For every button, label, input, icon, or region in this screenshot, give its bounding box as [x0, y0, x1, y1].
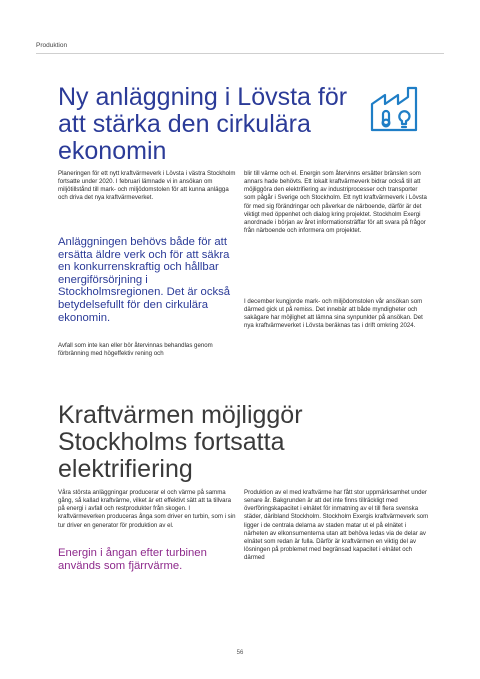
- factory-thermometer-lightbulb-icon: [368, 86, 428, 132]
- article1-intro: [58, 170, 238, 203]
- article2-col2-text: Produktion av el med kraftvärme har fått stor uppmärksamhet under senare år. Bakgrunden är att det inte finns tillräckligt med överföringskapacitet i elnätet för inmatning av el till flera svenska städer, däribland Stockholm. Stockholm Exergis kraftvärmeverk som ligger i de centrala delarna av staden matar ut el på elnätet i närheten av elkonsumenterna utan att behöva ledas via de delar av elnätet som redan är fulla. Därför är kraftvärmen en viktig del av lösningen på problemet med begränsad kapacitet i elnätet och därmed: [244, 489, 429, 562]
- article-title-kraftvarmen: Kraftvärmen möjliggör Stockholms fortsatta elektrifiering: [58, 401, 303, 483]
- article2-pullquote: Energin i ångan efter turbinen används som fjärrvärme.: [58, 547, 207, 572]
- article1-col2-p2-text: I december kungjorde mark- och miljödomstolen vår ansökan som därmed gick ut på remiss. Det innebär att både myndigheter och sakägare har möjlighet att lämna sina synpunkter på ansökan. Det nya kraftvärmeverket i Lövsta beräknas tas i drift omkring 2024.: [244, 298, 423, 330]
- section-label: Produktion: [36, 42, 68, 49]
- article1-col2-paragraph2: [244, 298, 429, 331]
- article2-intro: [58, 489, 238, 530]
- header-rule: [36, 53, 444, 54]
- article1-col1-end: [58, 342, 238, 358]
- article-title-lovsta: Ny anläggning i Lövsta för att stärka den cirkulära ekonomin: [58, 83, 348, 165]
- article2-col2: [244, 489, 429, 562]
- article1-intro-text: Planeringen för ett nytt kraftvärmeverk i Lövsta i västra Stockholm fortsatte under 2020. I februari lämnade vi in ansökan om miljötillstånd till mark- och miljödomstolen för att kunna anlägga och driva det nya kraftvärmeverket.: [58, 170, 236, 202]
- article2-intro-text: Våra största anläggningar producerar el och värme på samma gång, så kallad kraftvärme, vilket är ett effektivt sätt att ta tillvara på energi i avfall och restprodukter från skogen. I kraftvärmeverken produceras ånga som driver en turbin, som i sin tur driver en generator för produktion av el.: [58, 489, 236, 529]
- article1-pullquote: Anläggningen behövs både för att ersätta äldre verk och för att säkra en konkurrenskraftig och hållbar energiförsörjning i Stockholmsregionen. Det är också betydelsefullt för den cirkulära ekonomin.: [58, 236, 231, 324]
- article1-col1-end-text: Avfall som inte kan eller bör återvinnas behandlas genom förbränning med högeffektiv rening och: [58, 342, 213, 358]
- article1-col2-p1-text: blir till värme och el. Energin som återvinns ersätter bränslen som annars hade behövts. Ett lokalt kraftvärmeverk bidrar också till att möjliggöra den elektrifiering av industriprocesser och transporter som pågår i Sverige och Stockholm. Ett nytt kraftvärmeverk i Lövsta för med sig förändringar och påverkar de närboende, därför är det viktigt med öppenhet och dialog kring projektet. Stockholm Exergi anordnade i början av året informationsträffar för att svara på frågor från närboende och informera om projektet.: [244, 170, 427, 235]
- article1-col2-paragraph1: [244, 170, 429, 235]
- page-number: 56: [236, 650, 244, 656]
